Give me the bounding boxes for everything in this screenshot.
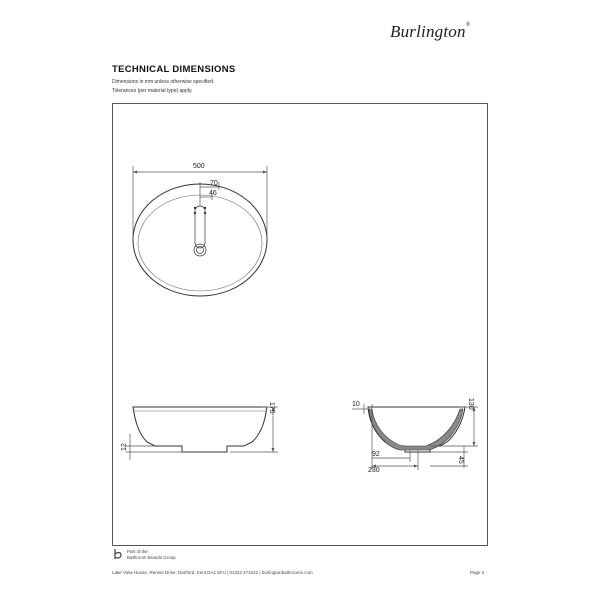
top-view: [133, 166, 267, 296]
page-number: Page 2: [470, 570, 485, 575]
dim-tap-spacing-label: 46: [209, 190, 217, 197]
page-title: TECHNICAL DIMENSIONS: [112, 64, 236, 75]
group-tagline: [127, 549, 176, 561]
dim-tap-offset-label: 70: [210, 180, 218, 187]
dim-width-label: 500: [193, 163, 205, 170]
group-tagline-line2: Bathroom Brands Group: [127, 555, 176, 560]
bathroom-brands-logo-icon: [113, 548, 123, 560]
dim-section-height-label: 130: [467, 398, 474, 410]
dim-foot-label: 45: [457, 456, 464, 464]
brand-name: Burlington: [390, 22, 466, 41]
dim-height-label: 175: [268, 402, 275, 414]
brand-mark: ®: [465, 22, 471, 28]
footer-address: Lake View House, Rennie Drive, Dartford, Kent DA1 5FU | 01322 473222 | burlingtonbathrooms.com: [112, 570, 313, 575]
dim-inner-width-label: 230: [368, 467, 380, 474]
dim-base-label: 12: [121, 443, 128, 451]
side-view: [126, 407, 278, 460]
dimensions-note: Dimensions in mm unless otherwise specified.: [112, 79, 215, 85]
group-tagline-line1: Part of the: [127, 549, 148, 554]
tolerances-note: Tolerances (per material type) apply.: [112, 88, 193, 94]
dim-waste-label: 92: [372, 451, 380, 458]
dim-rim-label: 10: [352, 401, 360, 408]
